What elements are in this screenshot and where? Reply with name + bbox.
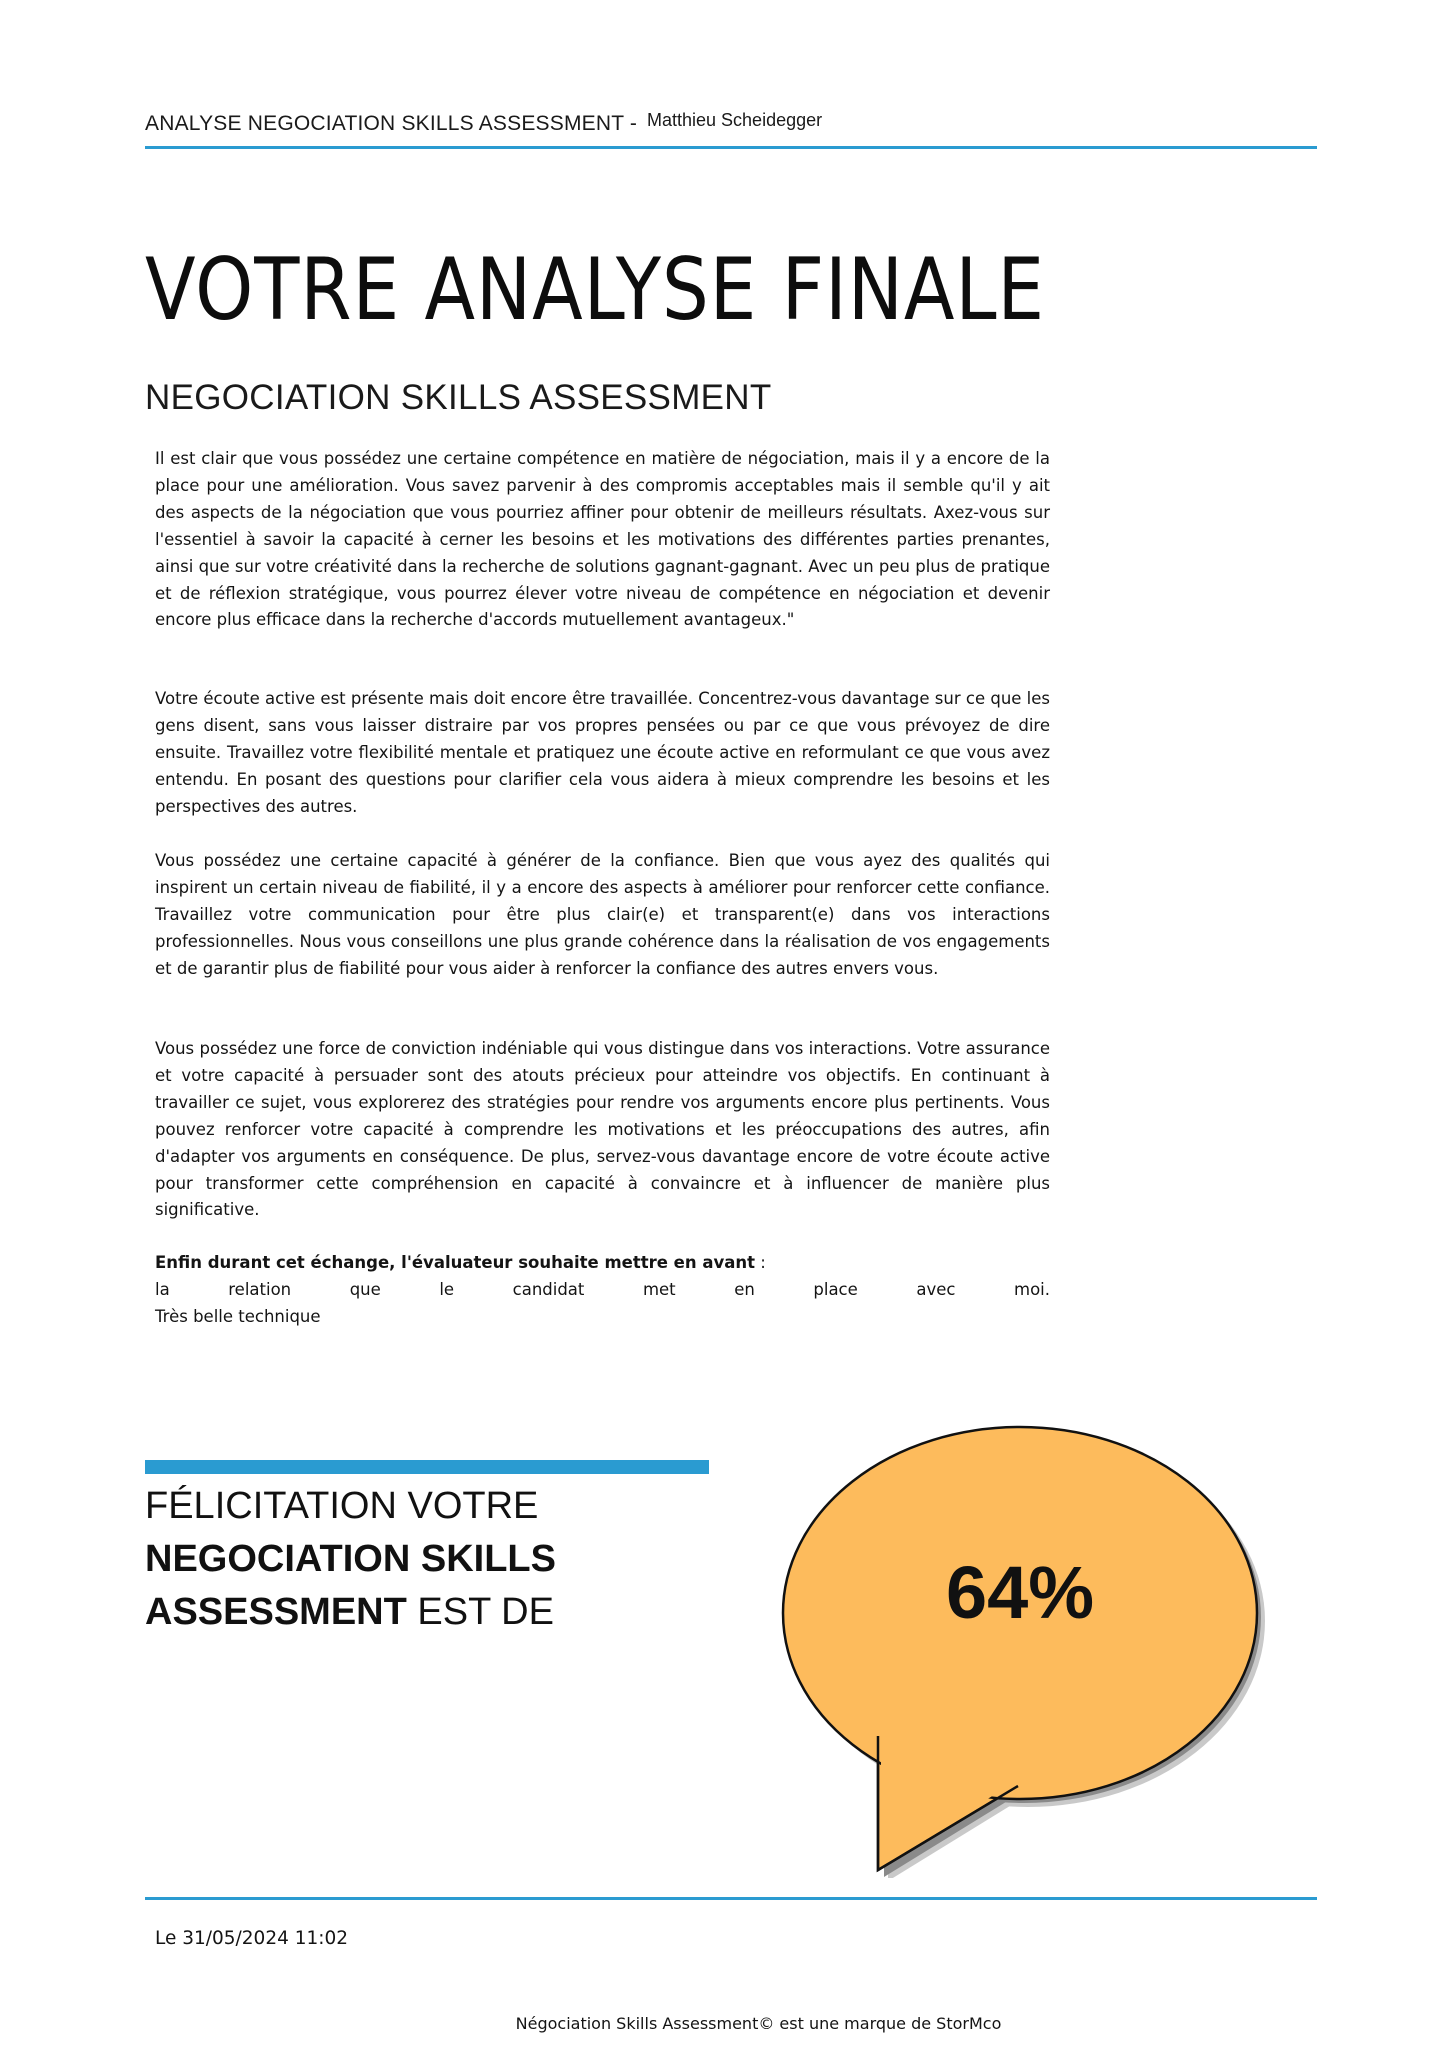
result-line-3-bold: ASSESSMENT [145, 1591, 407, 1633]
analysis-paragraph-conviction: Vous possédez une force de conviction indéniable qui vous distingue dans vos interactions. Votre assurance et votre capacité à persuader sont des atouts précieux pour atteindre vos objectifs. En continuant à travailler ce sujet, vous explorerez des stratégies pour rendre vos arguments encore plus pertinents. Vous pouvez renforcer votre capacité à comprendre les motivations et les préoccupations des autres, afin d'adapter vos arguments en conséquence. De plus, servez-vous davantage encore de votre écoute active pour transformer cette compréhension en capacité à convaincre et à influencer de manière plus significative. [155, 1039, 1050, 1220]
trademark-notice: Négociation Skills Assessment© est une marque de StorMco [515, 2014, 1002, 2033]
score-bubble [760, 1418, 1280, 1878]
result-accent-bar [145, 1460, 709, 1474]
result-line-2 [145, 1533, 556, 1586]
evaluator-label: Enfin durant cet échange, l'évaluateur souhaite mettre en avant [155, 1253, 756, 1272]
evaluator-comment [155, 1250, 1050, 1331]
page-header [145, 108, 1315, 148]
page-subtitle: NEGOCIATION SKILLS ASSESSMENT [145, 378, 772, 417]
report-date: Le 31/05/2024 11:02 [155, 1928, 349, 1949]
result-heading [145, 1480, 556, 1639]
evaluator-colon: : [755, 1253, 766, 1272]
speech-bubble-icon [760, 1418, 1280, 1878]
page-title: VOTRE ANALYSE FINALE [145, 240, 1045, 340]
score-value: 64% [945, 1551, 1095, 1634]
result-line-3-rest: EST DE [406, 1591, 554, 1633]
result-line-3 [145, 1586, 556, 1639]
evaluator-comment-line-1: la relation que le candidat met en place avec moi. [155, 1279, 1050, 1299]
result-line-1: FÉLICITATION VOTRE [145, 1485, 539, 1527]
analysis-paragraph-trust: Vous possédez une certaine capacité à générer de la confiance. Bien que vous ayez des qualités qui inspirent un certain niveau de fiabilité, il y a encore des aspects à améliorer pour renforcer cette confiance. Travaillez votre communication pour être plus clair(e) et transparent(e) dans vos interactions professionnelles. Nous vous conseillons une plus grande cohérence dans la réalisation de vos engagements et de garantir plus de fiabilité pour vous aider à renforcer la confiance des autres envers vous. [155, 851, 1050, 978]
evaluator-comment-line-2: Très belle technique [155, 1306, 321, 1326]
header-divider [145, 146, 1317, 149]
candidate-name: Matthieu Scheidegger [647, 110, 823, 130]
footer-divider [145, 1897, 1317, 1900]
evaluator-label-line [155, 1250, 1050, 1277]
analysis-paragraph-overall: Il est clair que vous possédez une certaine compétence en matière de négociation, mais il y a encore de la place pour une amélioration. Vous savez parvenir à des compromis acceptables mais il semble qu'il y ait des aspects de la négociation que vous pourriez affiner pour obtenir de meilleurs résultats. Axez-vous sur l'essentiel à savoir la capacité à cerner les besoins et les motivations des différentes parties prenantes, ainsi que sur votre créativité dans la recherche de solutions gagnant-gagnant. Avec un peu plus de pratique et de réflexion stratégique, vous pourrez élever votre niveau de compétence en négociation et devenir encore plus efficace dans la recherche d'accords mutuellement avantageux." [155, 449, 1050, 630]
result-line-2-bold: NEGOCIATION SKILLS [145, 1538, 556, 1580]
report-title: ANALYSE NEGOCIATION SKILLS ASSESSMENT - [145, 112, 638, 135]
analysis-paragraph-listening: Votre écoute active est présente mais doit encore être travaillée. Concentrez-vous davantage sur ce que les gens disent, sans vous laisser distraire par vos propres pensées ou par ce que vous prévoyez de dire ensuite. Travaillez votre flexibilité mentale et pratiquez une écoute active en reformulant ce que vous avez entendu. En posant des questions pour clarifier cela vous aidera à mieux comprendre les besoins et les perspectives des autres. [155, 689, 1051, 816]
